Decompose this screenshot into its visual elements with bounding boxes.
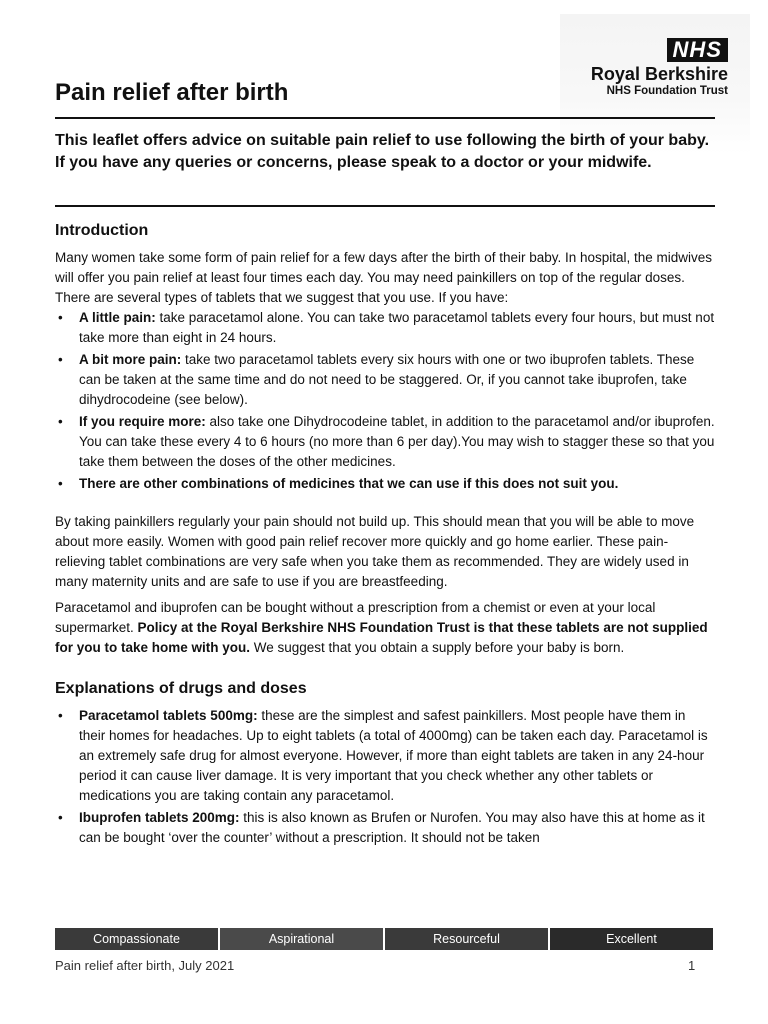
divider-top [55, 117, 715, 119]
bullet-icon: • [58, 476, 63, 491]
org-name: Royal Berkshire [590, 64, 728, 84]
footer-text: Pain relief after birth, July 2021 [55, 958, 235, 973]
list-item: • A little pain: take paracetamol alone. You can take two paracetamol tablets every four hours, but must not take more than eight in 24 hours. [58, 310, 715, 345]
page-title: Pain relief after birth [55, 79, 289, 106]
nhs-lozenge: NHS [667, 38, 728, 62]
leaflet-summary: This leaflet offers advice on suitable pain relief to use following the birth of your baby. If you have any queries or concerns, please speak to a doctor or your midwife. [55, 132, 710, 171]
list-item: • There are other combinations of medicines that we can use if this does not suit you. [55, 474, 715, 494]
list-item: • A bit more pain: take two paracetamol tablets every six hours with one or two ibuprofen tablets. These can be taken at the same time and do not need to be staggered. Or, if you cannot take ibuprofen, take dihydrocodeine (see below). [58, 352, 695, 407]
page-number: 1 [688, 958, 696, 973]
bullet-icon: • [58, 810, 63, 825]
bullet-icon: • [58, 352, 63, 367]
introduction-para-1: Many women take some form of pain relief for a few days after the birth of their baby. In hospital, the midwives will offer you pain relief at least four times each day. You may need painkillers on top of the regular doses. There are several types of tablets that we suggest that you use. If you have: [55, 250, 713, 305]
introduction-para-3: Paracetamol and ibuprofen can be bought without a prescription from a chemist or even at your local supermarket. Policy at the Royal Berkshire NHS Foundation Trust is that these tablets are not supplied for you to take home with you. We suggest that you obtain a supply before your baby is born. [55, 600, 708, 655]
value-aspirational: Aspirational [220, 928, 383, 950]
divider-bottom [55, 205, 715, 207]
drug-list [55, 706, 715, 848]
bullet-icon: • [58, 414, 63, 429]
org-subtitle: NHS Foundation Trust [606, 85, 728, 97]
list-item: • Ibuprofen tablets 200mg: this is also known as Brufen or Nurofen. You may also have this at home as it can be bought ‘over the counter’ without a prescription. It should not be taken [58, 810, 705, 845]
introduction-para-2: By taking painkillers regularly your pain should not build up. This should mean that you will be able to move about more easily. Women with good pain relief recover more quickly and go home earlier. These pain-relieving tablet combinations are very safe when you take them as recommended. They are widely used in many maternity units and are safe to use if you are breastfeeding. [55, 514, 695, 589]
nhs-logo [591, 38, 728, 98]
trust-values-bar [55, 928, 713, 950]
value-resourceful: Resourceful [385, 928, 548, 950]
bullet-icon: • [58, 708, 63, 723]
introduction-heading: Introduction [55, 222, 149, 239]
pain-level-list [55, 308, 715, 494]
value-compassionate: Compassionate [55, 928, 218, 950]
list-item: • Paracetamol tablets 500mg: these are the simplest and safest painkillers. Most people have them in their homes for headaches. Up to eight tablets (a total of 4000mg) can be taken each day. Paracetamol is an extremely safe drug for almost everyone. However, if more than eight tablets are taken in any 24-hour period it can cause liver damage. It is very important that you check whether any other tablets or medications you are taking contain any paracetamol. [58, 708, 708, 803]
list-item: • If you require more: also take one Dihydrocodeine tablet, in addition to the paracetamol and/or ibuprofen. You can take these every 4 to 6 hours (no more than 6 per day).You may wish to stagger these so that you take them between the doses of the other medicines. [58, 414, 715, 469]
main-content [55, 220, 715, 850]
value-excellent: Excellent [550, 928, 713, 950]
explanations-heading: Explanations of drugs and doses [55, 680, 307, 697]
bullet-icon: • [58, 310, 63, 325]
